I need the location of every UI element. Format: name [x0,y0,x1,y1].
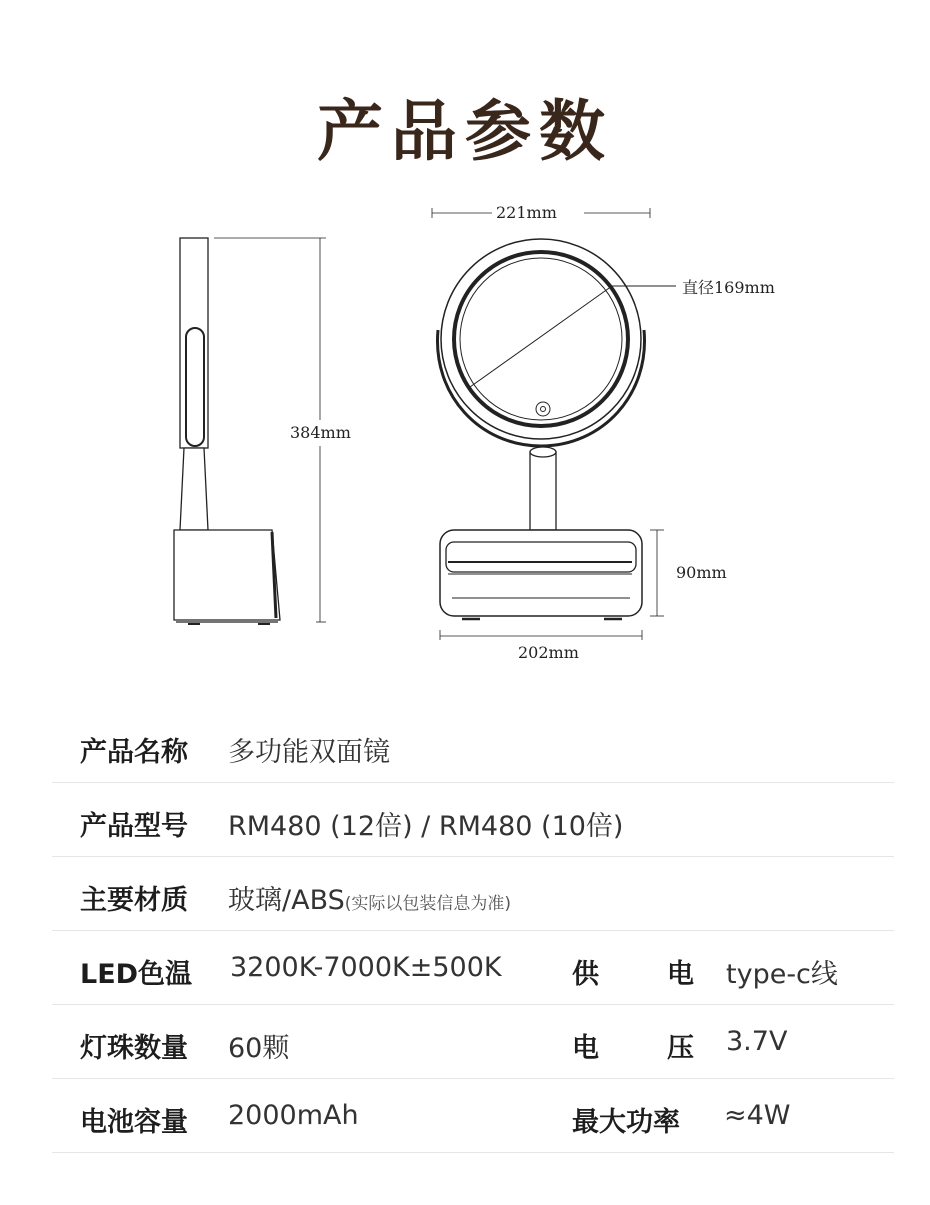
spec-value: 3200K-7000K±500K [230,952,502,983]
label-char: 电 [572,1033,599,1064]
spec-label: LED色温 [80,959,193,990]
spec-label-voltage [572,1026,694,1065]
spec-value: ≈4W [724,1100,791,1131]
spec-row-name [52,708,894,783]
spec-label: 产品名称 [80,737,188,768]
spec-label: 最大功率 [572,1107,680,1138]
spec-value [228,878,511,917]
spec-value: type-c线 [726,959,838,990]
spec-row-material [52,856,894,931]
base-width-label: 202mm [518,643,579,662]
spec-label: 灯珠数量 [80,1033,188,1064]
spec-label: 电池容量 [80,1107,188,1138]
height-total-label: 384mm [290,423,351,442]
diameter-label: 直径169mm [682,278,775,297]
spec-row-beads [52,1004,894,1079]
page-title: 产品参数 [317,93,613,170]
label-char: 压 [667,1033,694,1064]
spec-value: RM480 (12倍) / RM480 (10倍) [228,811,624,842]
spec-row-battery [52,1078,894,1153]
base-height-label: 90mm [676,563,727,582]
spec-value: 60颗 [228,1033,290,1064]
spec-label: 产品型号 [80,811,188,842]
material-note: (实际以包装信息为准) [344,894,512,914]
label-char: 电 [667,959,694,990]
spec-value: 3.7V [726,1026,788,1057]
spec-row-model [52,782,894,857]
label-char: 供 [572,959,599,990]
spec-row-led [52,930,894,1005]
material-value: 玻璃/ABS [228,885,345,916]
front-view [432,208,676,640]
spec-label: 主要材质 [80,885,188,916]
width-top-label: 221mm [496,203,557,222]
spec-value: 多功能双面镜 [228,737,390,768]
spec-label-power-supply [572,952,694,991]
spec-value: 2000mAh [228,1100,359,1131]
